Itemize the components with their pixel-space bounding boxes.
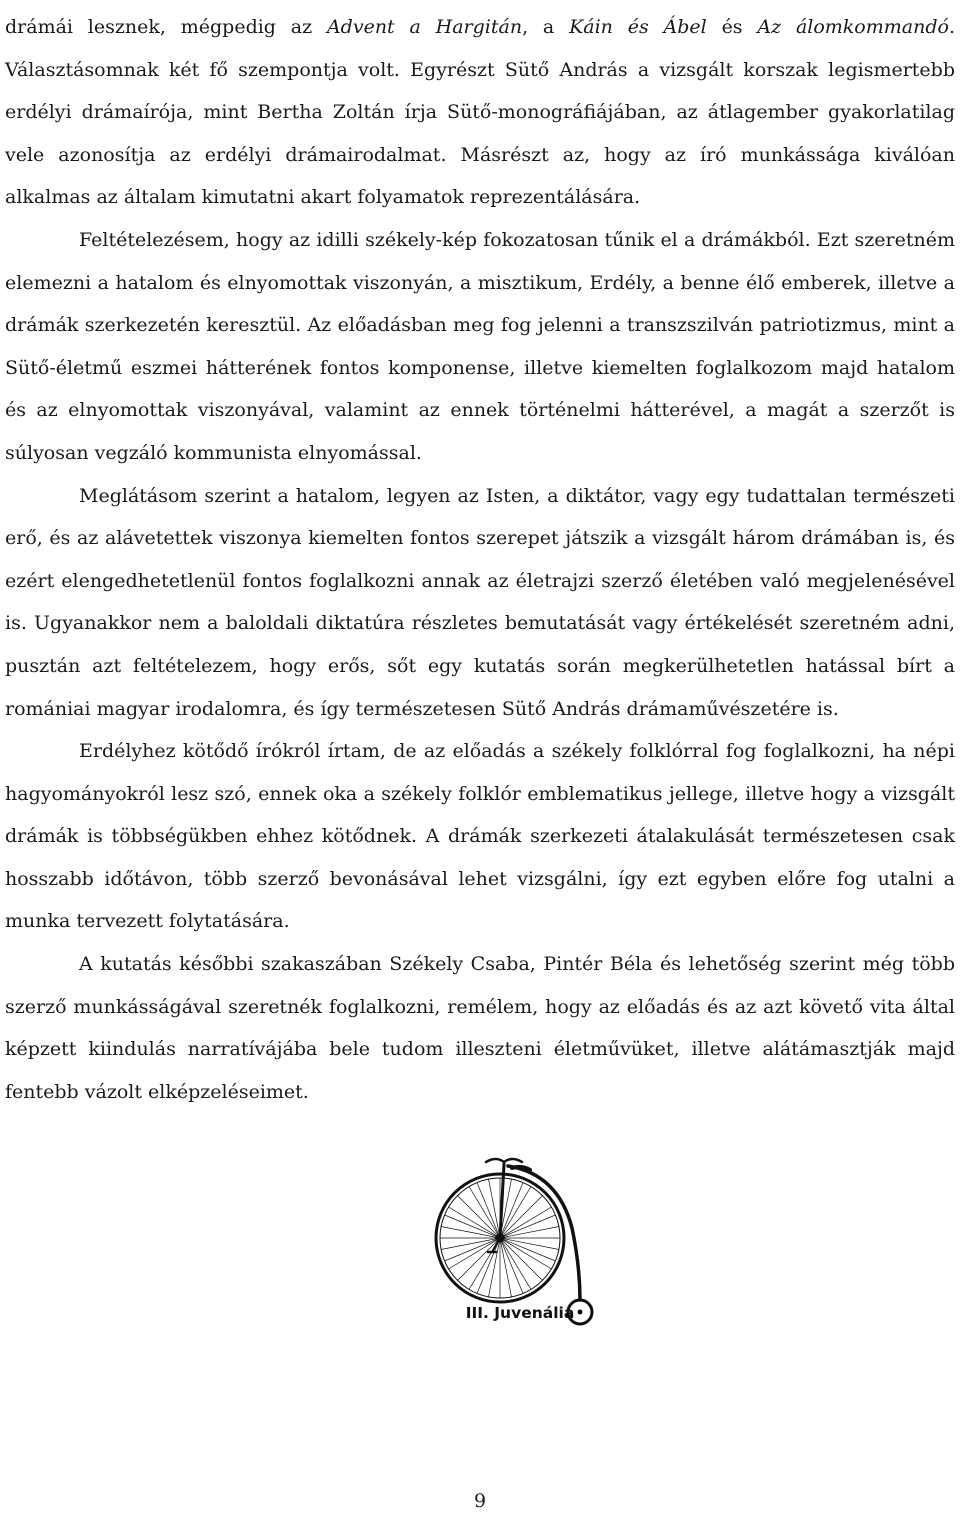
paragraph-5: A kutatás későbbi szakaszában Székely Csaba, Pintér Béla és lehetőség szerint még több szerző munkásságával szeretnék foglalkozni, remélem, hogy az előadás és az azt követő vita által képzett kiindulás narratívájába bele tudom illeszteni életművüket, illetve alátámasztják majd fentebb vázolt elképzeléseimet. — [5, 953, 955, 1103]
paragraph-3: Meglátásom szerint a hatalom, legyen az Isten, a diktátor, vagy egy tudattalan természeti erő, és az alávetettek viszonya kiemelten fontos szerepet játszik a vizsgált három drámában is, és ezért elengedhetetlenül fontos foglalkozni annak az életrajzi szerző életében való megjelenésével is. Ugyanakkor nem a baloldali diktatúra részletes bemutatását vagy értékelését szeretném adni, pusztán azt feltételezem, hogy erős, sőt egy kutatás során megkerülhetetlen hatással bírt a romániai magyar irodalomra, és így természetesen Sütő András drámaművészetére is. — [5, 484, 955, 720]
title-az-alomkommando: Az álomkommandó — [757, 16, 949, 38]
paragraph-1-text-d: . Választásomnak két fő szempontja volt. Egyrészt Sütő András a vizsgált korszak legismertebb erdélyi drámaírója, mint Bertha Zoltán írja Sütő-monográfiájában, az átlagember gyakorlatilag vele azonosítja az erdélyi drámairodalmat. Másrészt az, hogy az író munkássága kiválóan alkalmas az általam kimutatni akart folyamatok reprezentálására. — [5, 16, 955, 209]
document-body — [5, 6, 955, 1113]
paragraph-4: Erdélyhez kötődő írókról írtam, de az előadás a székely folklórral fog foglalkozni, ha népi hagyományokról lesz szó, ennek oka a székely folklór emblematikus jellege, illetve hogy a vizsgált drámák is többségükben ehhez kötődnek. A drámák szerkezeti átalakulását természetesen csak hosszabb időtávon, több szerző bevonásával lehet vizsgálni, így ezt egyben előre fog utalni a munka tervezett folytatására. — [5, 740, 955, 933]
paragraph-1 — [5, 6, 955, 219]
title-advent-a-hargitan: Advent a Hargitán — [326, 16, 523, 38]
paragraph-1-text-a: drámái lesznek, mégpedig az — [5, 16, 327, 38]
title-kain-es-abel: Káin és Ábel — [569, 16, 707, 38]
logo-caption: III. Juvenália — [465, 1304, 575, 1322]
paragraph-1-text-b: , a — [522, 16, 570, 38]
paragraph-2: Feltételezésem, hogy az idilli székely-kép fokozatosan tűnik el a drámákból. Ezt szeretném elemezni a hatalom és elnyomottak viszonyán, a misztikum, Erdély, a benne élő emberek, illetve a drámák szerkezetén keresztül. Az előadásban meg fog jelenni a transzszilván patriotizmus, mint a Sütő-életmű eszmei hátterének fontos komponense, illetve kiemelten foglalkozom majd hatalom és az elnyomottak viszonyával, valamint az ennek történelmi hátterével, a magát a szerzőt is súlyosan vegzáló kommunista elnyomással. — [5, 228, 955, 464]
paragraph-1-text-c: és — [706, 16, 758, 38]
page-number: 9 — [473, 1490, 487, 1512]
